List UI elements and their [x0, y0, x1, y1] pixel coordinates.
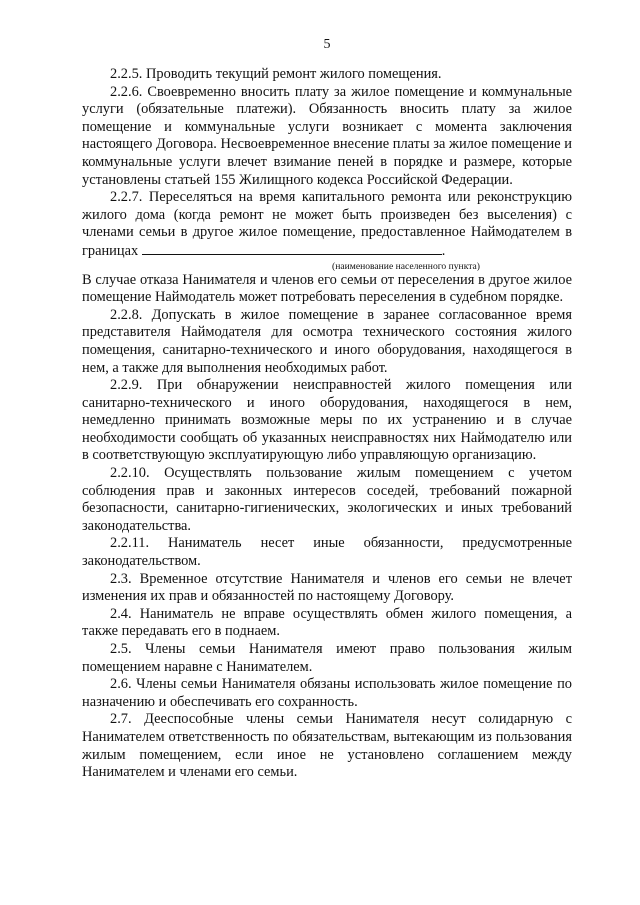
clause-2-2-7-text: 2.2.7. Переселяться на время капитального ремонта или реконструкцию жилого дома (когда ремонт не может быть произведен без выселения) с членами семьи в другое жилое помещение, предоставленное Наймодателем в границах [82, 189, 572, 259]
clause-2-2-7 [82, 189, 572, 260]
clause-2-6: 2.6. Члены семьи Нанимателя обязаны использовать жилое помещение по назначению и обеспечивать его сохранность. [82, 676, 572, 710]
clause-2-4: 2.4. Наниматель не вправе осуществлять обмен жилого помещения, а также передавать его в поднаем. [82, 605, 572, 640]
clause-2-2-11: 2.2.11. Наниматель несет иные обязанности, предусмотренные законодательством. [82, 535, 572, 570]
clause-2-2-7-continuation: В случае отказа Нанимателя и членов его семьи от переселения в другое жилое помещение Наймодатель может потребовать переселения в судебном порядке. [82, 271, 572, 306]
locality-blank-line [142, 242, 442, 255]
clause-2-2-9: 2.2.9. При обнаружении неисправностей жилого помещения или санитарно-технического и иного оборудования, находящегося в нем, немедленно принимать возможные меры по их устранению и в случае необходимости сообщать об указанных неисправностях них Наймодателю или в соответствующую эксплуатирующую либо управляющую организацию. [82, 377, 572, 464]
clause-2-3: 2.3. Временное отсутствие Нанимателя и членов его семьи не влечет изменения их прав и обязанностей по настоящему Договору. [82, 570, 572, 605]
clause-2-2-5: 2.2.5. Проводить текущий ремонт жилого помещения. [110, 66, 442, 82]
clause-2-5: 2.5. Члены семьи Нанимателя имеют право пользования жилым помещением наравне с Нанимателем. [82, 641, 572, 675]
clause-2-2-10: 2.2.10. Осуществлять пользование жилым помещением с учетом соблюдения прав и законных интересов соседей, требований пожарной безопасности, санитарно-гигиенических, экологических и иных требований законодательства. [82, 465, 572, 534]
clause-2-2-6: 2.2.6. Своевременно вносить плату за жилое помещение и коммунальные услуги (обязательные платежи). Обязанность вносить плату за жилое помещение и коммунальные услуги возникает с момента заключения настоящего Договора. Несвоевременное внесение платы за жилое помещение и коммунальные услуги влечет взимание пеней в порядке и размере, которые установлены статьей 155 Жилищного кодекса Российской Федерации. [82, 83, 572, 188]
clause-2-7: 2.7. Дееспособные члены семьи Нанимателя несут солидарную с Нанимателем ответственность по обязательствам, вытекающим из пользования жилым помещением, если иное не установлено соглашением между Нанимателем и членами его семьи. [82, 711, 572, 781]
clause-2-2-8: 2.2.8. Допускать в жилое помещение в заранее согласованное время представителя Наймодателя для осмотра технического состояния жилого помещения, санитарно-технического и иного оборудования, находящегося в нем, а также для выполнения необходимых работ. [82, 306, 572, 376]
locality-caption: (наименование населенного пункта) [332, 260, 480, 272]
page-number: 5 [323, 37, 331, 52]
clause-2-2-7-end: . [441, 242, 446, 259]
